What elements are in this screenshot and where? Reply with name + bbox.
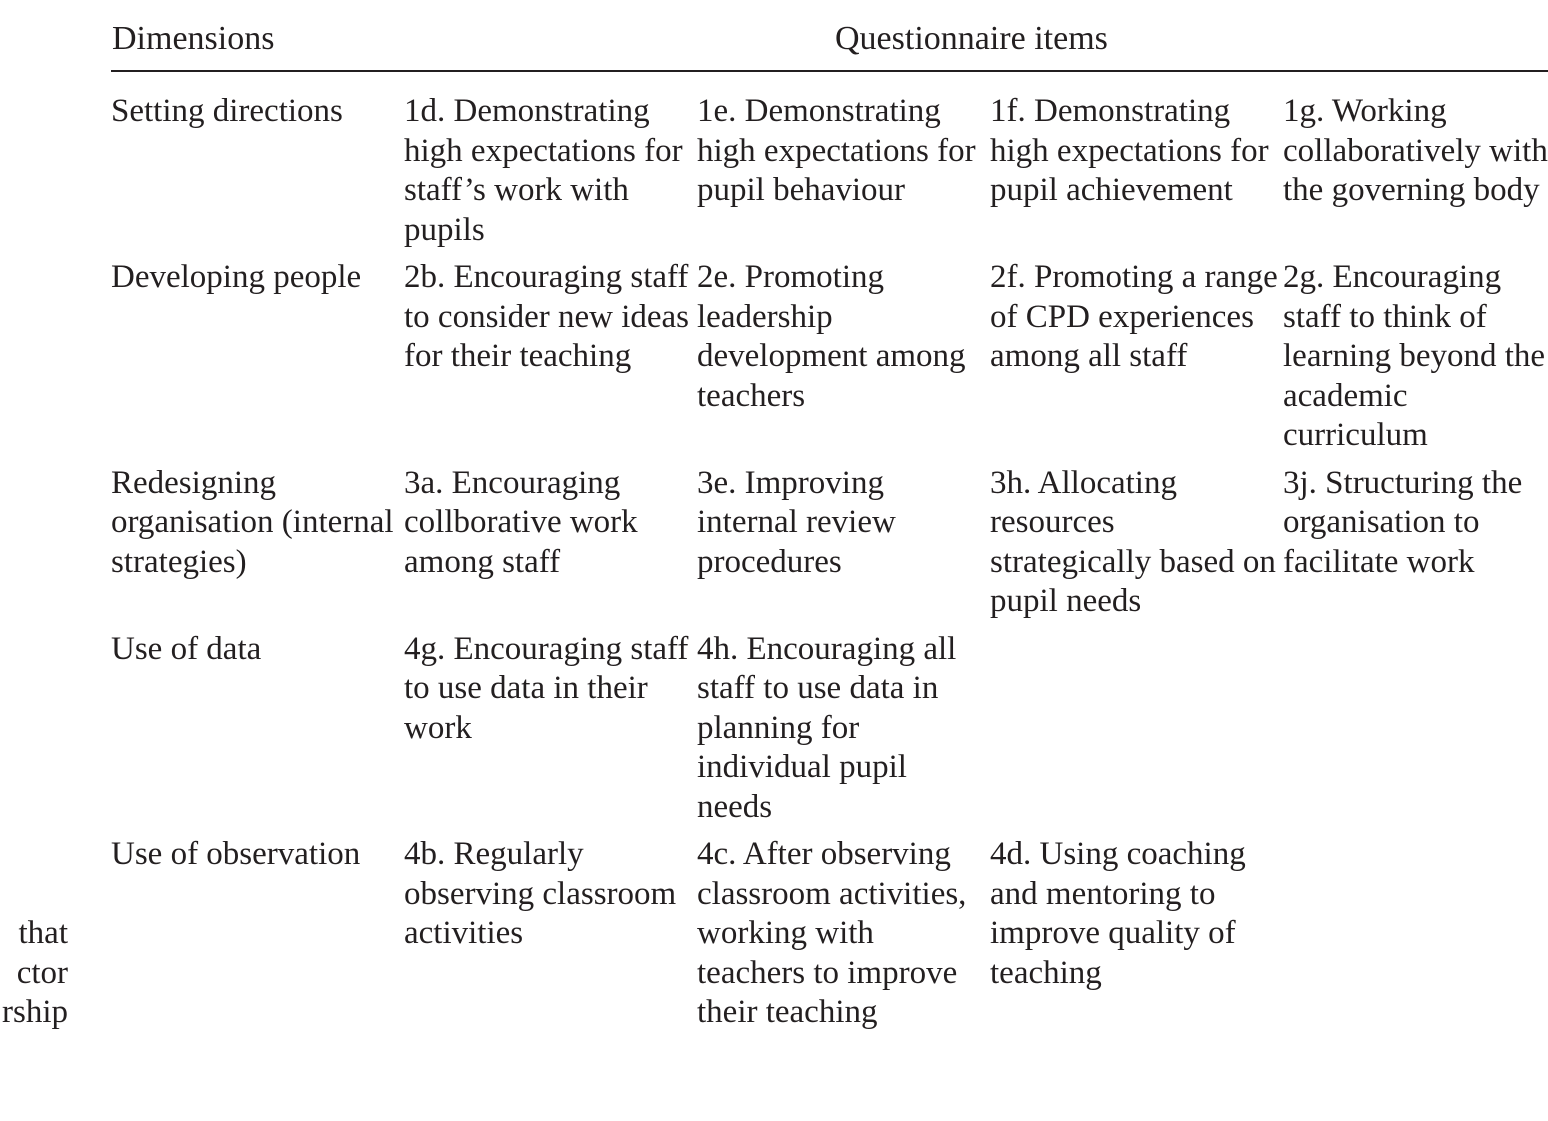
item-cell: 4h. Encouraging all staff to use data in planning for individual pupil needs [697,630,957,825]
dimension-cell: Developing people [111,259,362,295]
item-cell: 4c. After observing classroom activities, working with teachers to improve their teaching [697,836,967,1030]
item-cell: 2b. Encouraging staff to consider new ideas for their teaching [404,259,689,374]
cropped-caption-fragment [0,914,68,1033]
item-cell: 1g. Working collaboratively with the governing body [1283,93,1548,208]
table-row [111,92,1548,250]
questionnaire-items-column-header: Questionnaire items [835,20,1108,57]
dimension-cell: Redesigning organisation (internal strategies) [111,464,394,580]
caption-fragment-line: ctor [16,954,68,991]
header-rule [111,70,1548,72]
table-header [0,18,1548,64]
item-cell: 2g. Encouraging staff to think of learning beyond the academic curriculum [1283,259,1546,453]
dimension-cell: Use of observation [111,836,361,872]
item-cell: 4b. Regularly observing classroom activities [404,836,677,951]
item-cell: 1f. Demonstrating high expectations for pupil achievement [990,93,1269,208]
dimension-cell: Use of data [111,630,262,667]
item-cell: 3h. Allocating resources strategically based on pupil needs [990,464,1276,619]
caption-fragment-line: that [18,915,68,951]
item-cell: 4g. Encouraging staff to use data in their work [404,630,689,746]
table-row [111,630,1548,828]
dimensions-table [111,92,1548,1033]
item-cell: 1e. Demonstrating high expectations for pupil behaviour [697,93,976,208]
dimensions-column-header: Dimensions [112,20,275,57]
item-cell: 1d. Demonstrating high expectations for staff’s work with pupils [404,93,683,248]
table-row [111,464,1548,622]
item-cell: 2f. Promoting a range of CPD experiences among all staff [990,259,1278,374]
item-cell: 3j. Structuring the organisation to facilitate work [1283,464,1523,580]
dimension-cell: Setting directions [111,93,343,129]
caption-fragment-line: rship [2,994,68,1030]
table-row [111,258,1548,456]
item-cell: 3e. Improving internal review procedures [697,464,896,580]
item-cell: 4d. Using coaching and mentoring to improve quality of teaching [990,836,1246,991]
item-cell: 3a. Encouraging collborative work among staff [404,464,638,580]
item-cell: 2e. Promoting leadership development among teachers [697,259,966,414]
table-row [111,835,1548,1033]
